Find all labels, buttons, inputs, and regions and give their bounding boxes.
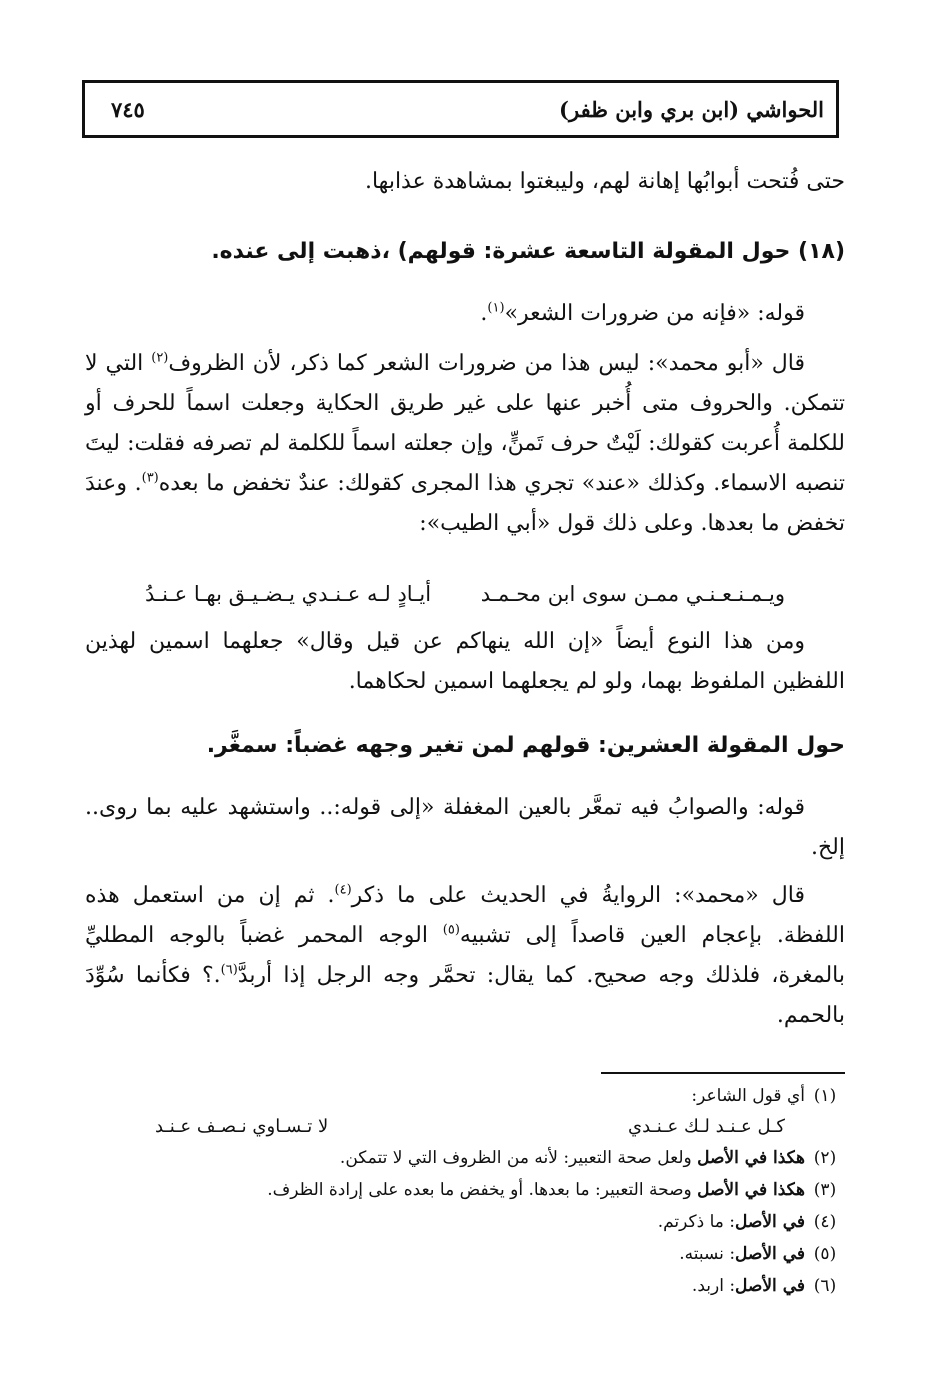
section-18-heading: (١٨) حول المقولة التاسعة عشرة: قولهم) ،ذهبت إلى عنده. [211, 239, 845, 264]
footnotes [85, 1080, 845, 1302]
footnote-verse-right: كـل عـنـد لـك عـنـدي [628, 1116, 785, 1137]
page [82, 80, 845, 1370]
footnote-ref-5[interactable]: (٥) [442, 922, 460, 938]
footnote-number: (٢) [813, 1148, 837, 1168]
page-number: ٧٤٥ [111, 97, 145, 122]
para-part-3: . وعندَ تخفض ما بعدها. وعلى ذلك قول «أبي الطيب»: [85, 471, 845, 536]
footnote-label: هكذا في الأصل [697, 1180, 805, 1200]
footnote-3 [85, 1174, 845, 1206]
footnote-text: وصحة التعبير: ما بعدها. أو يخفض ما بعده على إرادة الظرف. [267, 1180, 698, 1200]
footnote-ref-1[interactable]: (١) [487, 300, 505, 316]
para-part-2: التي لا تتمكن. والحروف متى أُخبر عنها على غير طريق الحكاية وجعلت اسماً للحرف أو للكلمة أُعربت كقولك: لَيْتٌ حرف تَمنٍّ، وإن جعلته اسماً للكلمة لم تصرفه فقلت: ليتَ تنصبه الاسماء. وكذلك «عند» تجري هذا المجرى كقولك: عندٌ تخفض ما بعده [85, 351, 845, 496]
footnote-separator [601, 1072, 845, 1074]
section-20-quote-text: قوله: والصوابُ فيه تمعَّر بالعين المغفلة «إلى قوله:.. واستشهد عليه بما روى.. إلخ. [85, 795, 845, 860]
footnote-2 [85, 1142, 845, 1174]
footnote-number: (٣) [813, 1180, 837, 1200]
s20-part-4: .؟ فكأنما سُوِّدَ بالحمم. [85, 963, 845, 1028]
footnote-label: في الأصل [735, 1212, 805, 1232]
s20-part-1: قال «محمد»: الروايةُ في الحديث على ما ذكر [351, 883, 805, 908]
section-20-heading: حول المقولة العشرين: قولهم لمن تغير وجهه غضباً: سمغَّر. [206, 733, 845, 758]
footnote-text: : نسبته. [679, 1244, 736, 1264]
footnote-verse-left: لا تـسـاوي نـصـف عـنـد [155, 1116, 329, 1137]
footnote-text: أي قول الشاعر: [691, 1086, 805, 1106]
footnote-1-verse [85, 1112, 845, 1142]
footnote-ref-4[interactable]: (٤) [334, 882, 352, 898]
section-18-quote [85, 294, 845, 334]
footnote-text: : ما ذكرتم. [657, 1212, 736, 1232]
s20-part-3: الوجه المحمر غضباً بالوجه المطليِّ بالمغرة، فلذلك وجه صحيح. كما يقال: تحمَّر وجه الرجل إذا أربدَّ [85, 923, 845, 988]
footnote-number: (١) [813, 1086, 837, 1106]
section-20-quote [85, 788, 845, 868]
footnote-1 [85, 1080, 845, 1112]
footnote-number: (٥) [813, 1244, 837, 1264]
footnote-text: ولعل صحة التعبير: لأنه من الظروف التي لا تتمكن. [339, 1148, 698, 1168]
footnote-ref-6[interactable]: (٦) [220, 962, 238, 978]
footnote-ref-3[interactable]: (٣) [141, 470, 159, 486]
running-title: الحواشي (ابن بري وابن ظفر) [559, 97, 824, 122]
footnote-ref-2[interactable]: (٢) [151, 350, 169, 366]
footnote-label: في الأصل [735, 1276, 805, 1296]
quote-end: . [480, 301, 488, 326]
verse-hemistich-right: ويـمـنـعـنـي ممـن سوى ابن محـمـد [480, 582, 785, 606]
intro-line: حتى فُتحت أبوابُها إهانة لهم، وليبغتوا بمشاهدة عذابها. [364, 169, 845, 194]
quote-text: قوله: «فإنه من ضرورات الشعر» [504, 301, 805, 326]
footnote-number: (٤) [813, 1212, 837, 1232]
footnote-label: هكذا في الأصل [697, 1148, 805, 1168]
s20-part-2: . ثم إن من استعمل هذه اللفظة. بإعجام العين قاصداً إلى تشبيه [85, 883, 845, 948]
para2-text: ومن هذا النوع أيضاً «إن الله ينهاكم عن قيل وقال» جعلهما اسمين لهذين اللفظين الملفوظ بهما، ولو لم يجعلهما اسمين لحكاهما. [85, 629, 845, 694]
footnote-6 [85, 1270, 845, 1302]
running-header [82, 80, 839, 138]
section-18-paragraph-2 [85, 622, 845, 702]
para-part-1: قال «أبو محمد»: ليس هذا من ضرورات الشعر كما ذكر، لأن الظروف [168, 351, 805, 376]
footnote-4 [85, 1206, 845, 1238]
footnote-number: (٦) [813, 1276, 837, 1296]
intro-paragraph [85, 162, 845, 202]
verse [85, 574, 845, 614]
footnote-5 [85, 1238, 845, 1270]
section-20-paragraph [85, 876, 845, 1036]
footnote-label: في الأصل [735, 1244, 805, 1264]
section-18-paragraph [85, 344, 845, 544]
footnote-text: : اربد. [691, 1276, 736, 1296]
verse-hemistich-left: أيـادٍ لـه عـنـدي يـضـيـق بهـا عـنـدُ [145, 582, 432, 606]
